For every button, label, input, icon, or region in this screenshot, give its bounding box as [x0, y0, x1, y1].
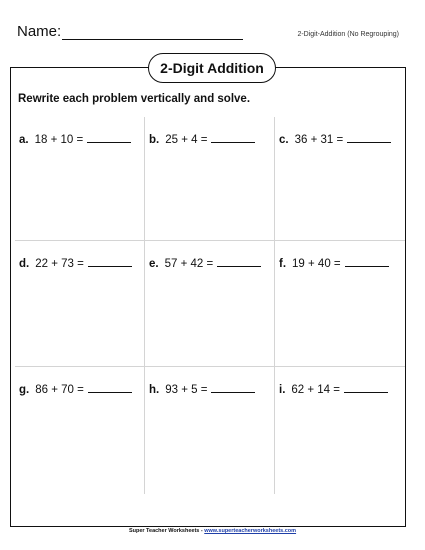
answer-blank[interactable]: [88, 257, 132, 267]
problem-expression: 36 + 31 =: [294, 134, 344, 146]
answer-blank[interactable]: [211, 133, 255, 143]
footer-separator: -: [199, 528, 205, 534]
problem-e: [149, 257, 261, 270]
problem-letter: d.: [19, 258, 30, 270]
problem-cell-c: [275, 117, 405, 241]
answer-blank[interactable]: [88, 383, 132, 393]
answer-blank[interactable]: [345, 257, 389, 267]
problem-expression: 57 + 42 =: [164, 258, 214, 270]
problem-expression: 62 + 14 =: [291, 384, 340, 396]
answer-blank[interactable]: [344, 383, 388, 393]
footer: [0, 528, 425, 534]
problem-letter: b.: [149, 134, 160, 146]
problem-letter: e.: [149, 258, 159, 270]
problem-g: [19, 383, 132, 396]
problem-letter: f.: [279, 258, 287, 270]
problem-i: [279, 383, 388, 396]
problem-letter: g.: [19, 384, 30, 396]
name-line[interactable]: [62, 39, 243, 40]
problem-h: [149, 383, 255, 396]
problem-a: [19, 133, 131, 146]
problem-cell-i: [275, 367, 405, 494]
answer-blank[interactable]: [347, 133, 391, 143]
worksheet-title: 2-Digit Addition: [148, 53, 276, 83]
answer-blank[interactable]: [211, 383, 255, 393]
problem-f: [279, 257, 389, 270]
footer-link[interactable]: www.superteacherworksheets.com: [204, 528, 297, 534]
problem-cell-h: [145, 367, 275, 494]
problem-cell-g: [15, 367, 145, 494]
footer-brand: Super Teacher Worksheets: [128, 528, 200, 534]
problem-cell-b: [145, 117, 275, 241]
problem-letter: i.: [279, 384, 286, 396]
problem-letter: a.: [19, 134, 29, 146]
problem-expression: 93 + 5 =: [165, 384, 208, 396]
problem-expression: 18 + 10 =: [34, 134, 84, 146]
worksheet-subtitle: 2-Digit-Addition (No Regrouping): [297, 31, 399, 38]
name-label: Name:: [17, 23, 62, 40]
problem-grid: [15, 117, 405, 494]
problem-cell-d: [15, 241, 145, 367]
problem-letter: c.: [279, 134, 289, 146]
problem-b: [149, 133, 255, 146]
problem-expression: 86 + 70 =: [35, 384, 84, 396]
problem-cell-f: [275, 241, 405, 367]
problem-expression: 19 + 40 =: [292, 258, 341, 270]
problem-d: [19, 257, 132, 270]
answer-blank[interactable]: [87, 133, 131, 143]
problem-c: [279, 133, 391, 146]
answer-blank[interactable]: [217, 257, 261, 267]
problem-cell-a: [15, 117, 145, 241]
problem-expression: 22 + 73 =: [35, 258, 84, 270]
instructions: Rewrite each problem vertically and solve.: [18, 93, 251, 105]
problem-letter: h.: [149, 384, 160, 396]
problem-cell-e: [145, 241, 275, 367]
problem-expression: 25 + 4 =: [165, 134, 208, 146]
